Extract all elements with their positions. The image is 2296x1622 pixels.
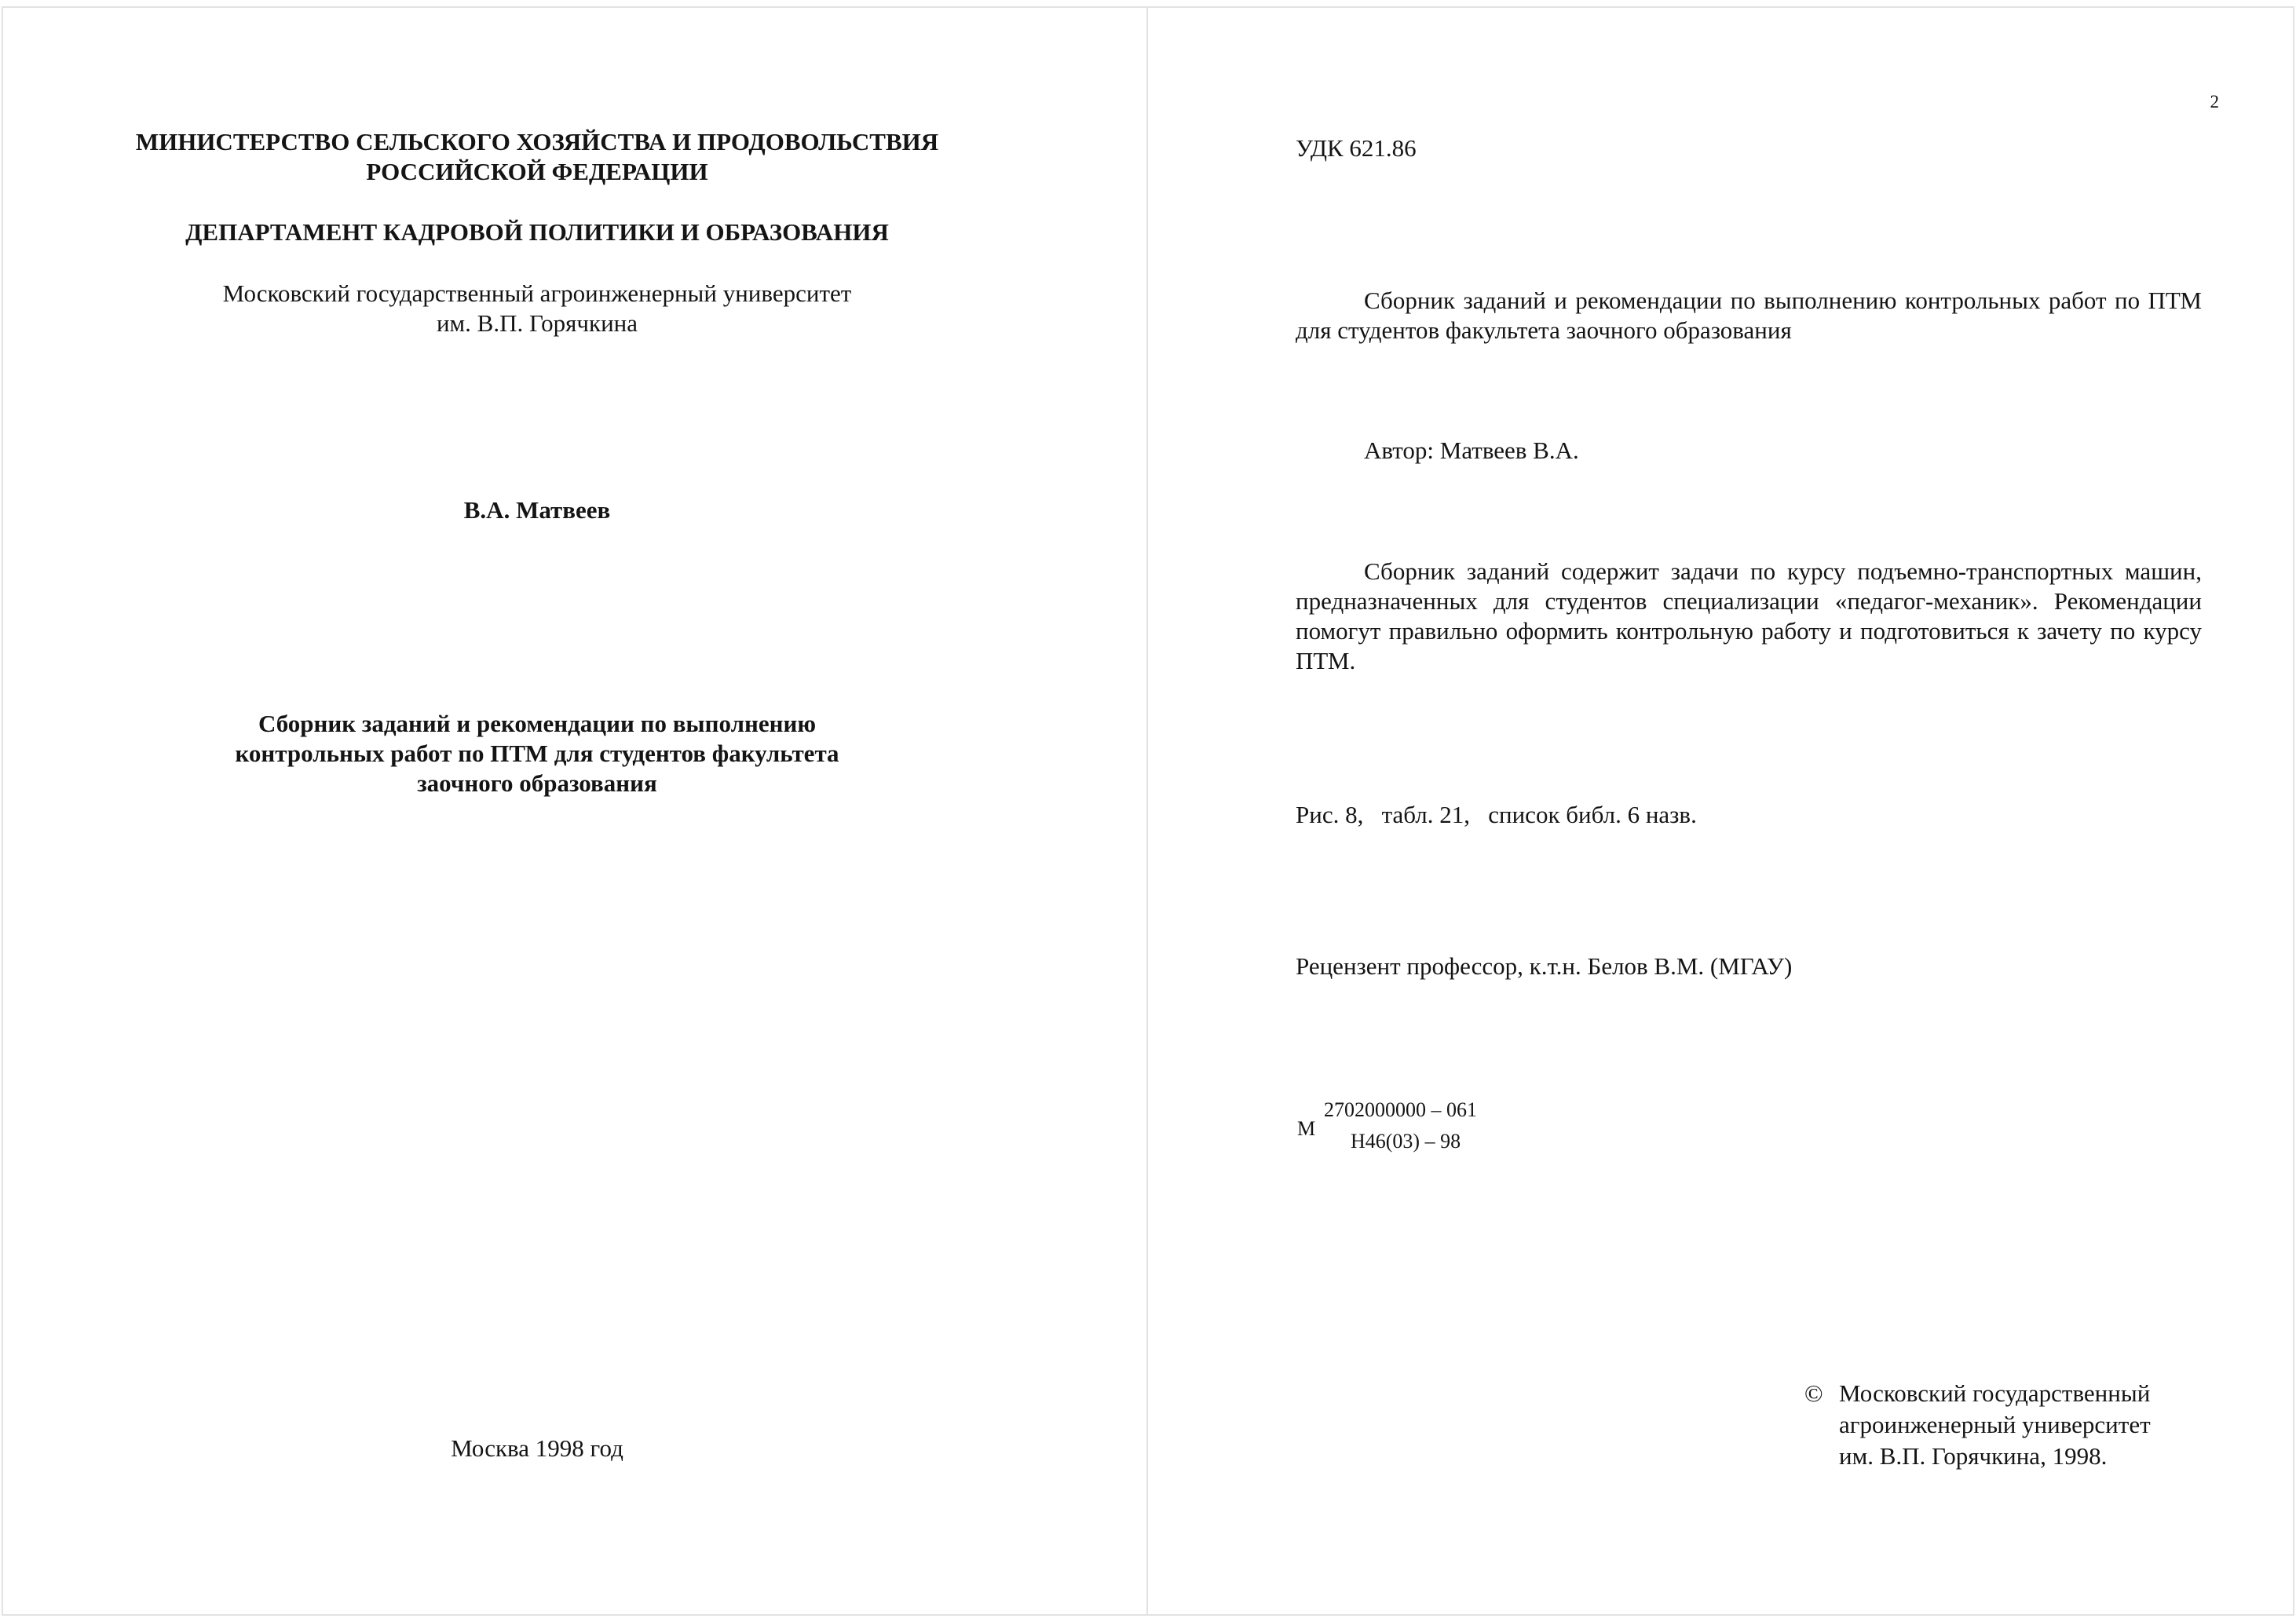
author-name: [0, 495, 1138, 525]
title-line-3: заочного образования: [417, 769, 657, 797]
city-year-line: Москва 1998 год: [451, 1434, 623, 1462]
code-prefix: М: [1297, 1117, 1316, 1140]
ministry-heading: [0, 127, 1138, 187]
copyright-line-1: Московский государственный: [1839, 1379, 2151, 1407]
department-heading: [0, 217, 1138, 247]
page-number: 2: [2210, 92, 2219, 111]
author-line: В.А. Матвеев: [463, 496, 611, 524]
code-denominator: Н46(03) – 98: [1351, 1130, 1461, 1153]
title-line-1: Сборник заданий и рекомендации по выполнению: [258, 710, 817, 737]
copyright-line-2: агроинженерный университет: [1839, 1411, 2151, 1438]
city-year: [0, 1434, 1138, 1463]
udk-code: УДК 621.86: [1296, 134, 1417, 162]
figures-tables-stats: Рис. 8, табл. 21, список библ. 6 назв.: [1296, 801, 1697, 828]
right-page: [1146, 6, 2294, 1616]
code-numerator: 2702000000 – 061: [1324, 1098, 1477, 1121]
reviewer-line: Рецензент профессор, к.т.н. Белов В.М. (МГАУ): [1296, 952, 1793, 980]
book-title: [0, 709, 1138, 798]
copyright-icon: ©: [1804, 1379, 1823, 1407]
left-page: [2, 6, 1148, 1616]
title-line-2: контрольных работ по ПТМ для студентов факультета: [235, 740, 839, 767]
department-line: ДЕПАРТАМЕНТ КАДРОВОЙ ПОЛИТИКИ И ОБРАЗОВАНИЯ: [185, 218, 889, 246]
ministry-line-1: МИНИСТЕРСТВО СЕЛЬСКОГО ХОЗЯЙСТВА И ПРОДОВОЛЬСТВИЯ: [135, 128, 939, 155]
university-name: [0, 279, 1138, 338]
abstract-paragraph: Сборник заданий содержит задачи по курсу подъемно-транспортных машин, предназначенных для студентов специализации «педагог-механик». Рекомендации помогут правильно оформить контрольную работу и подготовиться к зачету по курсу ПТМ.: [1296, 557, 2202, 674]
ministry-line-2: РОССИЙСКОЙ ФЕДЕРАЦИИ: [366, 158, 708, 185]
annotation-paragraph: Сборник заданий и рекомендации по выполнению контрольных работ по ПТМ для студентов факультета заочного образования: [1296, 287, 2202, 344]
university-line-2: им. В.П. Горячкина: [436, 309, 638, 337]
university-line-1: Московский государственный агроинженерный университет: [222, 279, 852, 307]
copyright-line-3: им. В.П. Горячкина, 1998.: [1839, 1442, 2108, 1470]
copyright-text: [1839, 1378, 2200, 1472]
author-credit: Автор: Матвеев В.А.: [1364, 437, 1579, 464]
